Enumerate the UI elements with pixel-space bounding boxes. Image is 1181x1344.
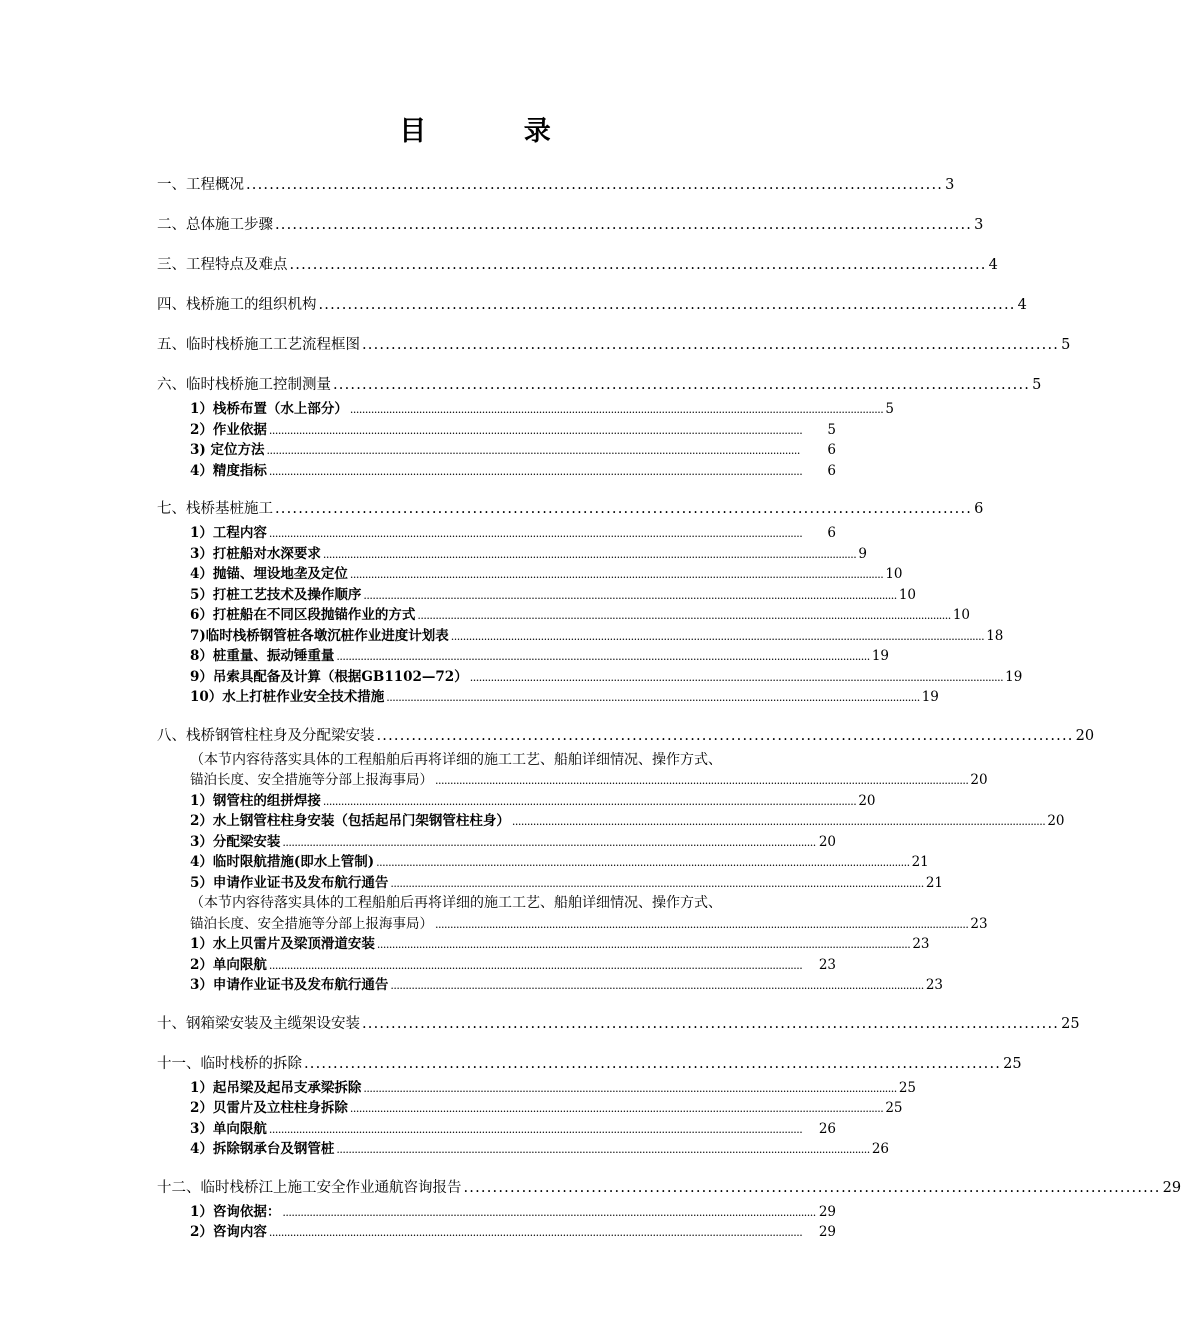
- toc-subentry[interactable]: [0, 770, 988, 791]
- toc-entry-page: 23: [912, 936, 930, 952]
- toc-subentry[interactable]: [0, 975, 943, 996]
- toc-entry-title: 10）水上打桩作业安全技术措施: [190, 689, 385, 705]
- toc-entry-title: 二、总体施工步骤: [157, 217, 273, 233]
- toc-entry-page: 10: [898, 586, 916, 603]
- toc-entry-12[interactable]: [0, 1178, 1181, 1198]
- toc-subentry[interactable]: [0, 667, 1023, 688]
- toc-subentry[interactable]: [0, 399, 894, 420]
- dot-leader: ..................................................................................................................................................................................: [336, 1143, 870, 1156]
- toc-entry-title: 3）打桩船对水深要求: [190, 545, 321, 562]
- toc-subentry[interactable]: [0, 1119, 836, 1140]
- toc-entry-title: 七、栈桥基桩施工: [157, 501, 273, 517]
- toc-entry-title: 1）咨询依据：: [190, 1203, 281, 1220]
- dot-leader: ..................................................................................................................................................................................: [390, 876, 924, 890]
- toc-entry-page: 29: [818, 1224, 836, 1240]
- dot-leader: ........................................................................................................................: [333, 377, 1031, 393]
- toc-subentry[interactable]: [0, 687, 939, 708]
- toc-entry-page: 29: [818, 1203, 836, 1220]
- toc-entry-page: 19: [921, 689, 939, 705]
- dot-leader: ..................................................................................................................................................................................: [266, 444, 800, 457]
- toc-entry-title: 十、钢箱梁安装及主缆架设安装: [157, 1015, 360, 1032]
- toc-entry-page: 25: [1061, 1015, 1080, 1032]
- toc-subentry[interactable]: [0, 461, 836, 482]
- toc-entry-page: 3: [974, 217, 984, 233]
- toc-entry-page: 25: [885, 1100, 903, 1116]
- dot-leader: ..................................................................................................................................................................................: [363, 1081, 897, 1095]
- toc-entry-page: 6: [827, 525, 836, 541]
- toc-entry-10[interactable]: [0, 1014, 1080, 1034]
- toc-entry-title: 5）申请作业证书及发布航行通告: [190, 874, 389, 891]
- toc-entry-title: 4）抛锚、埋设地垄及定位: [190, 566, 348, 582]
- toc-subentry[interactable]: [0, 1078, 916, 1099]
- dot-leader: ........................................................................................................................: [246, 177, 944, 193]
- toc-entry-page: 29: [1162, 1179, 1181, 1196]
- dot-leader: ........................................................................................................................: [362, 337, 1060, 353]
- dot-leader: ..................................................................................................................................................................................: [268, 527, 803, 540]
- toc-entry-title: 2）水上钢管柱柱身安装（包括起吊门架钢管柱柱身）: [190, 813, 510, 829]
- toc-entry-page: 6: [827, 462, 836, 479]
- dot-leader: ..................................................................................................................................................................................: [511, 815, 1046, 828]
- toc-entry-page: 5: [1032, 377, 1042, 393]
- toc-subentry[interactable]: [0, 1098, 903, 1119]
- toc-entry-page: 23: [818, 956, 836, 973]
- toc-entry-page: 21: [911, 854, 929, 870]
- dot-leader: ..................................................................................................................................................................................: [435, 774, 969, 787]
- toc-entry-page: 5: [885, 401, 894, 417]
- dot-leader: ..................................................................................................................................................................................: [376, 938, 911, 951]
- toc-entry-title: 3）分配梁安装: [190, 833, 281, 850]
- toc-entry-page: 4: [1017, 297, 1027, 313]
- toc-subentry[interactable]: [0, 585, 916, 606]
- toc-entry-page: 5: [827, 421, 836, 438]
- toc-entry-page: 23: [970, 915, 988, 932]
- toc-entry-page: 3: [945, 177, 955, 193]
- toc-subentry[interactable]: [0, 646, 889, 667]
- toc-entry-title: 1）工程内容: [190, 525, 267, 541]
- toc-entry-title: 2）作业依据: [190, 421, 267, 438]
- toc-entry-page: 20: [858, 792, 876, 809]
- toc-entry-page: 26: [871, 1141, 889, 1157]
- toc-note: （本节内容待落实具体的工程船舶后再将详细的施工工艺、船舶详细情况、操作方式、: [190, 751, 722, 768]
- toc-entry-title: 8）桩重量、振动锤重量: [190, 648, 335, 664]
- toc-entry-title: 锚泊长度、安全措施等分部上报海事局）: [190, 915, 433, 932]
- toc-entry-title: 十一、临时栈桥的拆除: [157, 1055, 302, 1072]
- toc-subentry[interactable]: [0, 914, 988, 935]
- dot-leader: ..................................................................................................................................................................................: [336, 650, 870, 663]
- toc-entry-title: 4）临时限航措施(即水上管制): [190, 854, 375, 870]
- toc-subentry[interactable]: [0, 1139, 889, 1160]
- toc-entry-4[interactable]: [0, 295, 1027, 315]
- dot-leader: ..................................................................................................................................................................................: [322, 547, 857, 561]
- toc-entry-title: 1）钢管柱的组拼焊接: [190, 792, 321, 809]
- dot-leader: ..................................................................................................................................................................................: [450, 629, 985, 643]
- toc-subentry[interactable]: [0, 564, 903, 585]
- toc-entry-page: 20: [1075, 727, 1095, 744]
- toc-entry-5[interactable]: [0, 335, 1071, 355]
- toc-entry-title: 3）申请作业证书及发布航行通告: [190, 977, 389, 993]
- dot-leader: ..................................................................................................................................................................................: [268, 464, 803, 478]
- toc-entry-title: 2）贝雷片及立柱柱身拆除: [190, 1100, 348, 1116]
- toc-entry-title: 六、临时栈桥施工控制测量: [157, 377, 331, 393]
- toc-entry-page: 18: [986, 627, 1004, 644]
- toc-entry-page: 19: [871, 648, 889, 664]
- toc-entry-title: 三、工程特点及难点: [157, 257, 288, 273]
- toc-entry-page: 25: [1003, 1055, 1022, 1072]
- toc-entry-title: 锚泊长度、安全措施等分部上报海事局）: [190, 772, 433, 788]
- toc-entry-title: 2）咨询内容: [190, 1224, 267, 1240]
- toc-entry-title: 7)临时栈桥钢管桩各墩沉桩作业进度计划表: [190, 627, 449, 644]
- toc-subentry[interactable]: [0, 1202, 836, 1223]
- toc-entry-page: 20: [1047, 813, 1065, 829]
- dot-leader: ........................................................................................................................: [318, 297, 1016, 313]
- toc-entry-page: 20: [970, 772, 988, 788]
- dot-leader: ..................................................................................................................................................................................: [435, 917, 969, 931]
- dot-leader: ..................................................................................................................................................................................: [268, 1226, 803, 1239]
- dot-leader: ........................................................................................................................: [289, 257, 987, 273]
- toc-entry-title: 五、临时栈桥施工工艺流程框图: [157, 337, 360, 353]
- toc-subentry[interactable]: [0, 544, 867, 565]
- toc-entry-title: 3）单向限航: [190, 1120, 267, 1137]
- toc-subentry[interactable]: [0, 873, 943, 894]
- toc-entry-1[interactable]: [0, 175, 955, 195]
- dot-leader: ........................................................................................................................: [362, 1015, 1060, 1032]
- toc-entry-title: 1）起吊梁及起吊支承梁拆除: [190, 1079, 362, 1096]
- toc-subentry[interactable]: [0, 811, 1065, 832]
- toc-entry-page: 10: [885, 566, 903, 582]
- toc-entry-page: 19: [1005, 668, 1023, 685]
- dot-leader: ........................................................................................................................: [376, 727, 1074, 744]
- dot-leader: ........................................................................................................................: [275, 501, 973, 517]
- toc-subentry[interactable]: [0, 791, 876, 812]
- toc-entry-page: 20: [818, 833, 836, 850]
- toc-entry-page: 9: [858, 545, 867, 562]
- toc-entry-title: 4）精度指标: [190, 462, 267, 479]
- toc-entry-title: 一、工程概况: [157, 177, 244, 193]
- dot-leader: ..................................................................................................................................................................................: [469, 670, 1004, 684]
- toc-entry-6[interactable]: [0, 375, 1042, 395]
- toc-entry-title: 四、栈桥施工的组织机构: [157, 297, 317, 313]
- toc-entry-title: 八、栈桥钢管柱柱身及分配梁安装: [157, 727, 375, 744]
- dot-leader: ..................................................................................................................................................................................: [268, 1122, 803, 1136]
- toc-entry-page: 25: [898, 1079, 916, 1096]
- dot-leader: ..................................................................................................................................................................................: [376, 856, 910, 869]
- toc-entry-page: 5: [1061, 337, 1071, 353]
- dot-leader: ..................................................................................................................................................................................: [349, 403, 884, 416]
- dot-leader: ..................................................................................................................................................................................: [386, 691, 920, 704]
- toc-entry-page: 23: [925, 977, 943, 993]
- toc-entry-title: 6）打桩船在不同区段抛锚作业的方式: [190, 607, 416, 623]
- dot-leader: ........................................................................................................................: [463, 1179, 1161, 1196]
- dot-leader: ..................................................................................................................................................................................: [417, 609, 951, 622]
- table-of-contents: [0, 175, 1181, 1243]
- toc-entry-title: 1）水上贝雷片及梁顶滑道安装: [190, 936, 375, 952]
- toc-subentry[interactable]: [0, 852, 929, 873]
- toc-entry-3[interactable]: [0, 255, 998, 275]
- toc-subentry[interactable]: [0, 605, 970, 626]
- toc-subentry[interactable]: [0, 523, 836, 544]
- toc-entry-title: 9）吊索具配备及计算（根据GB1102—72）: [190, 668, 468, 685]
- toc-note: （本节内容待落实具体的工程船舶后再将详细的施工工艺、船舶详细情况、操作方式、: [190, 895, 722, 911]
- toc-entry-title: 3) 定位方法: [190, 442, 265, 458]
- toc-subentry[interactable]: [0, 934, 930, 955]
- toc-subentry[interactable]: [0, 626, 1004, 647]
- dot-leader: ..................................................................................................................................................................................: [322, 794, 857, 808]
- toc-entry-11[interactable]: [0, 1054, 1022, 1074]
- dot-leader: ........................................................................................................................: [304, 1055, 1002, 1072]
- toc-entry-title: 4）拆除钢承台及钢管桩: [190, 1141, 335, 1157]
- dot-leader: ..................................................................................................................................................................................: [349, 1102, 884, 1115]
- dot-leader: ..................................................................................................................................................................................: [349, 568, 884, 581]
- page-title: 目 录: [399, 116, 595, 147]
- toc-entry-title: 5）打桩工艺技术及操作顺序: [190, 586, 362, 603]
- toc-entry-8[interactable]: [0, 726, 1095, 746]
- toc-entry-title: 2）单向限航: [190, 956, 267, 973]
- toc-entry-7[interactable]: [0, 499, 984, 519]
- toc-subentry[interactable]: [0, 832, 836, 853]
- dot-leader: ..................................................................................................................................................................................: [390, 979, 924, 992]
- toc-entry-2[interactable]: [0, 215, 984, 235]
- dot-leader: ..................................................................................................................................................................................: [282, 1205, 816, 1219]
- toc-entry-page: 6: [827, 442, 836, 458]
- toc-subentry[interactable]: [0, 420, 836, 441]
- dot-leader: ..................................................................................................................................................................................: [282, 835, 816, 849]
- toc-subentry[interactable]: [0, 440, 836, 461]
- toc-entry-page: 26: [818, 1120, 836, 1137]
- toc-entry-page: 4: [988, 257, 998, 273]
- dot-leader: ..................................................................................................................................................................................: [268, 958, 803, 972]
- dot-leader: ........................................................................................................................: [275, 217, 973, 233]
- toc-entry-page: 10: [952, 607, 970, 623]
- toc-subentry[interactable]: [0, 955, 836, 976]
- dot-leader: ..................................................................................................................................................................................: [268, 423, 803, 437]
- toc-entry-title: 1）栈桥布置（水上部分）: [190, 401, 348, 417]
- toc-entry-page: 21: [925, 874, 943, 891]
- toc-entry-title: 十二、临时栈桥江上施工安全作业通航咨询报告: [157, 1179, 462, 1196]
- toc-subentry[interactable]: [0, 1222, 836, 1243]
- toc-entry-page: 6: [974, 501, 984, 517]
- dot-leader: ..................................................................................................................................................................................: [363, 588, 897, 602]
